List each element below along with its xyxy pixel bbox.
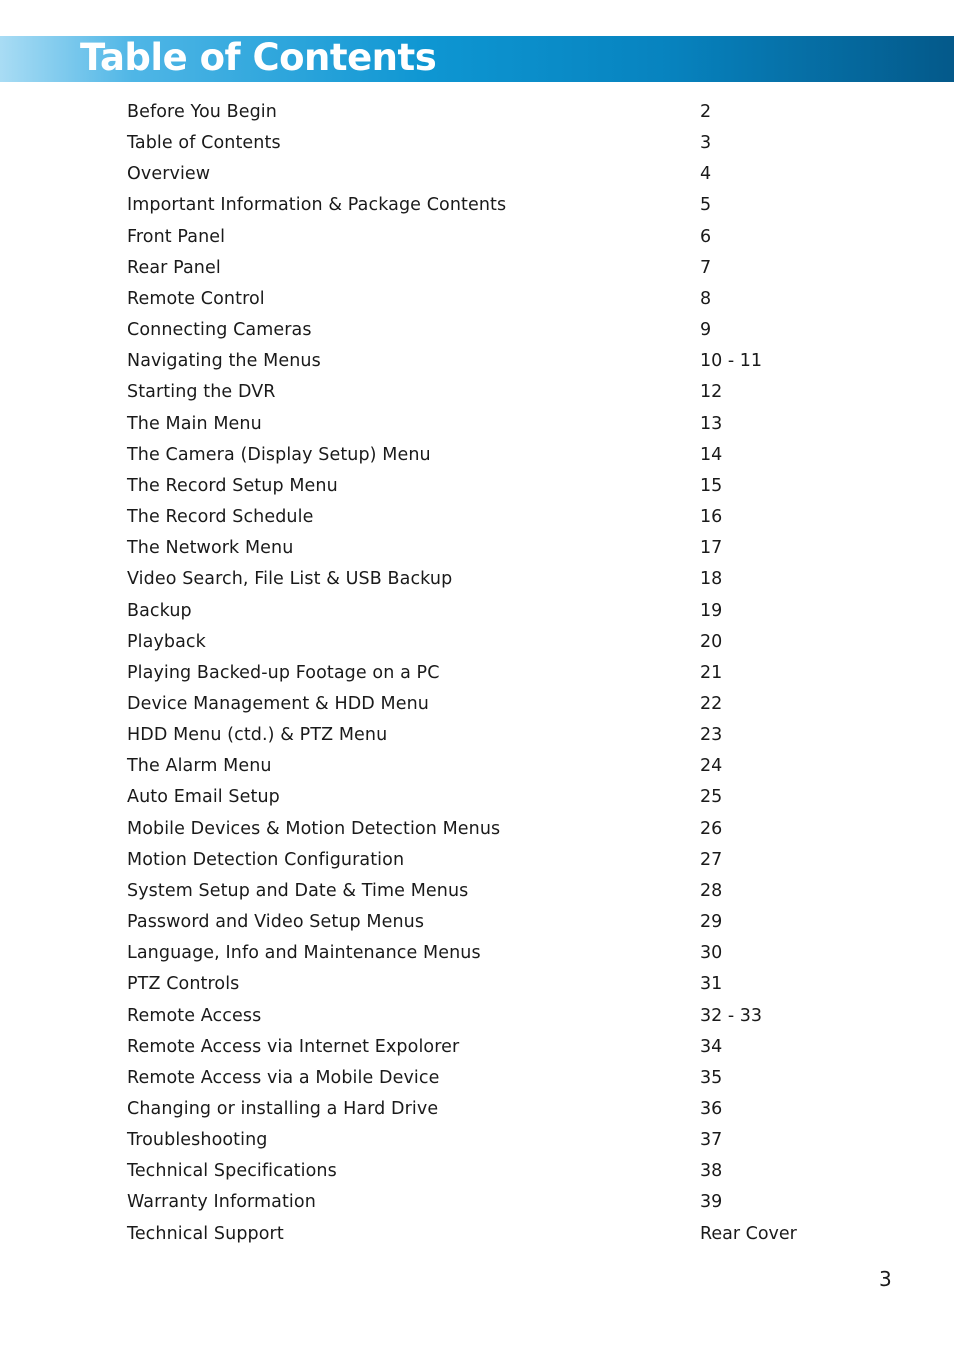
toc-entry[interactable] — [0, 190, 954, 221]
toc-entry-label: The Record Setup Menu — [127, 475, 338, 496]
toc-entry-page: 5 — [700, 195, 712, 216]
toc-entry-label: PTZ Controls — [127, 974, 240, 995]
table-of-contents-list — [0, 97, 954, 1250]
toc-entry[interactable] — [0, 159, 954, 190]
toc-entry-label: Mobile Devices & Motion Detection Menus — [127, 818, 501, 839]
toc-entry-label: Video Search, File List & USB Backup — [127, 569, 453, 590]
toc-entry-label: Language, Info and Maintenance Menus — [127, 943, 481, 964]
toc-entry-page: 36 — [700, 1099, 723, 1119]
toc-entry-label: Troubleshooting — [127, 1130, 268, 1151]
toc-entry[interactable] — [0, 1219, 954, 1250]
toc-entry-label: Connecting Cameras — [127, 320, 312, 341]
toc-entry[interactable] — [0, 907, 954, 938]
toc-entry-page: 20 — [700, 631, 723, 652]
toc-entry-page: 25 — [700, 787, 723, 808]
toc-entry-page: 2 — [700, 102, 712, 122]
toc-entry-page: 3 — [700, 133, 712, 154]
toc-entry-page: 10 - 11 — [700, 351, 762, 372]
toc-entry-label: Auto Email Setup — [127, 787, 280, 808]
toc-entry-page: 34 — [700, 1036, 723, 1057]
toc-entry-label: Remote Access via Internet Expolorer — [127, 1036, 460, 1057]
page-title: Table of Contents — [80, 36, 437, 79]
toc-entry[interactable] — [0, 1094, 954, 1125]
toc-entry-page: 23 — [700, 725, 723, 746]
toc-entry-label: Warranty Information — [127, 1192, 316, 1213]
toc-entry[interactable] — [0, 377, 954, 408]
toc-entry[interactable] — [0, 969, 954, 1000]
toc-entry-page: 13 — [700, 413, 723, 434]
toc-entry[interactable] — [0, 689, 954, 720]
toc-entry-label: Table of Contents — [127, 133, 281, 154]
toc-entry-label: Password and Video Setup Menus — [127, 912, 425, 933]
toc-entry[interactable] — [0, 1063, 954, 1094]
toc-entry[interactable] — [0, 284, 954, 315]
toc-entry[interactable] — [0, 751, 954, 782]
toc-entry-label: Important Information & Package Contents — [127, 195, 507, 216]
toc-entry-page: 27 — [700, 849, 723, 870]
toc-entry[interactable] — [0, 253, 954, 284]
toc-entry-page: Rear Cover — [700, 1223, 797, 1244]
toc-entry-label: Device Management & HDD Menu — [127, 693, 429, 714]
toc-entry[interactable] — [0, 1156, 954, 1187]
toc-entry-label: Playback — [127, 631, 206, 652]
toc-entry-label: HDD Menu (ctd.) & PTZ Menu — [127, 725, 388, 746]
toc-entry[interactable] — [0, 1001, 954, 1032]
toc-entry[interactable] — [0, 440, 954, 471]
toc-entry-label: The Network Menu — [127, 538, 294, 559]
title-banner — [0, 36, 954, 82]
toc-entry-label: Playing Backed-up Footage on a PC — [127, 662, 440, 683]
toc-entry-label: Motion Detection Configuration — [127, 849, 405, 870]
toc-entry[interactable] — [0, 97, 954, 128]
toc-entry[interactable] — [0, 938, 954, 969]
toc-entry-label: The Main Menu — [127, 413, 262, 434]
toc-entry[interactable] — [0, 627, 954, 658]
toc-entry-page: 17 — [700, 538, 723, 559]
toc-entry[interactable] — [0, 409, 954, 440]
toc-entry-page: 12 — [700, 382, 723, 403]
toc-entry-page: 8 — [700, 288, 712, 309]
toc-entry[interactable] — [0, 596, 954, 627]
toc-entry[interactable] — [0, 222, 954, 253]
toc-entry[interactable] — [0, 814, 954, 845]
toc-entry-page: 15 — [700, 475, 723, 496]
toc-entry-label: Starting the DVR — [127, 382, 276, 403]
toc-entry-page: 7 — [700, 257, 712, 278]
page-number: 3 — [879, 1267, 892, 1291]
toc-entry-page: 26 — [700, 818, 723, 839]
toc-entry-page: 35 — [700, 1067, 723, 1088]
toc-entry[interactable] — [0, 128, 954, 159]
toc-entry-page: 39 — [700, 1192, 723, 1213]
toc-entry-label: Technical Support — [127, 1223, 284, 1244]
toc-entry-page: 14 — [700, 444, 723, 465]
toc-entry-label: Remote Control — [127, 288, 265, 309]
toc-entry-label: The Record Schedule — [127, 507, 314, 528]
toc-entry-page: 38 — [700, 1161, 723, 1182]
toc-entry-page: 29 — [700, 912, 723, 933]
toc-entry-label: Remote Access via a Mobile Device — [127, 1067, 440, 1088]
toc-entry-page: 16 — [700, 507, 723, 528]
toc-entry-label: Backup — [127, 600, 192, 621]
toc-entry-page: 24 — [700, 756, 723, 777]
toc-entry-page: 19 — [700, 600, 723, 621]
toc-entry-page: 6 — [700, 226, 712, 247]
toc-entry-page: 32 - 33 — [700, 1005, 762, 1026]
toc-entry[interactable] — [0, 533, 954, 564]
toc-entry-label: The Camera (Display Setup) Menu — [127, 444, 431, 465]
toc-entry-page: 30 — [700, 943, 723, 964]
toc-entry-label: Navigating the Menus — [127, 351, 321, 372]
toc-entry[interactable] — [0, 1187, 954, 1218]
toc-entry[interactable] — [0, 1032, 954, 1063]
toc-entry[interactable] — [0, 782, 954, 813]
toc-entry[interactable] — [0, 845, 954, 876]
toc-entry-page: 4 — [700, 164, 712, 185]
toc-entry-page: 22 — [700, 693, 723, 714]
toc-entry-page: 9 — [700, 320, 712, 341]
toc-entry-page: 28 — [700, 880, 723, 901]
toc-entry-label: The Alarm Menu — [127, 756, 272, 777]
toc-entry-page: 21 — [700, 662, 723, 683]
toc-entry[interactable] — [0, 502, 954, 533]
toc-entry-label: Before You Begin — [127, 102, 277, 122]
toc-entry[interactable] — [0, 346, 954, 377]
toc-entry-page: 31 — [700, 974, 723, 995]
toc-entry-label: System Setup and Date & Time Menus — [127, 880, 469, 901]
toc-entry-label: Front Panel — [127, 226, 226, 247]
toc-entry-label: Rear Panel — [127, 257, 221, 278]
toc-entry[interactable] — [0, 720, 954, 751]
toc-entry-label: Changing or installing a Hard Drive — [127, 1099, 439, 1119]
toc-entry-label: Remote Access — [127, 1005, 262, 1026]
toc-entry[interactable] — [0, 1125, 954, 1156]
toc-entry[interactable] — [0, 315, 954, 346]
toc-entry-page: 37 — [700, 1130, 723, 1151]
toc-entry[interactable] — [0, 876, 954, 907]
toc-entry[interactable] — [0, 658, 954, 689]
toc-entry-page: 18 — [700, 569, 723, 590]
toc-entry-label: Technical Specifications — [127, 1161, 337, 1182]
toc-entry[interactable] — [0, 564, 954, 595]
toc-entry[interactable] — [0, 471, 954, 502]
toc-entry-label: Overview — [127, 164, 211, 185]
